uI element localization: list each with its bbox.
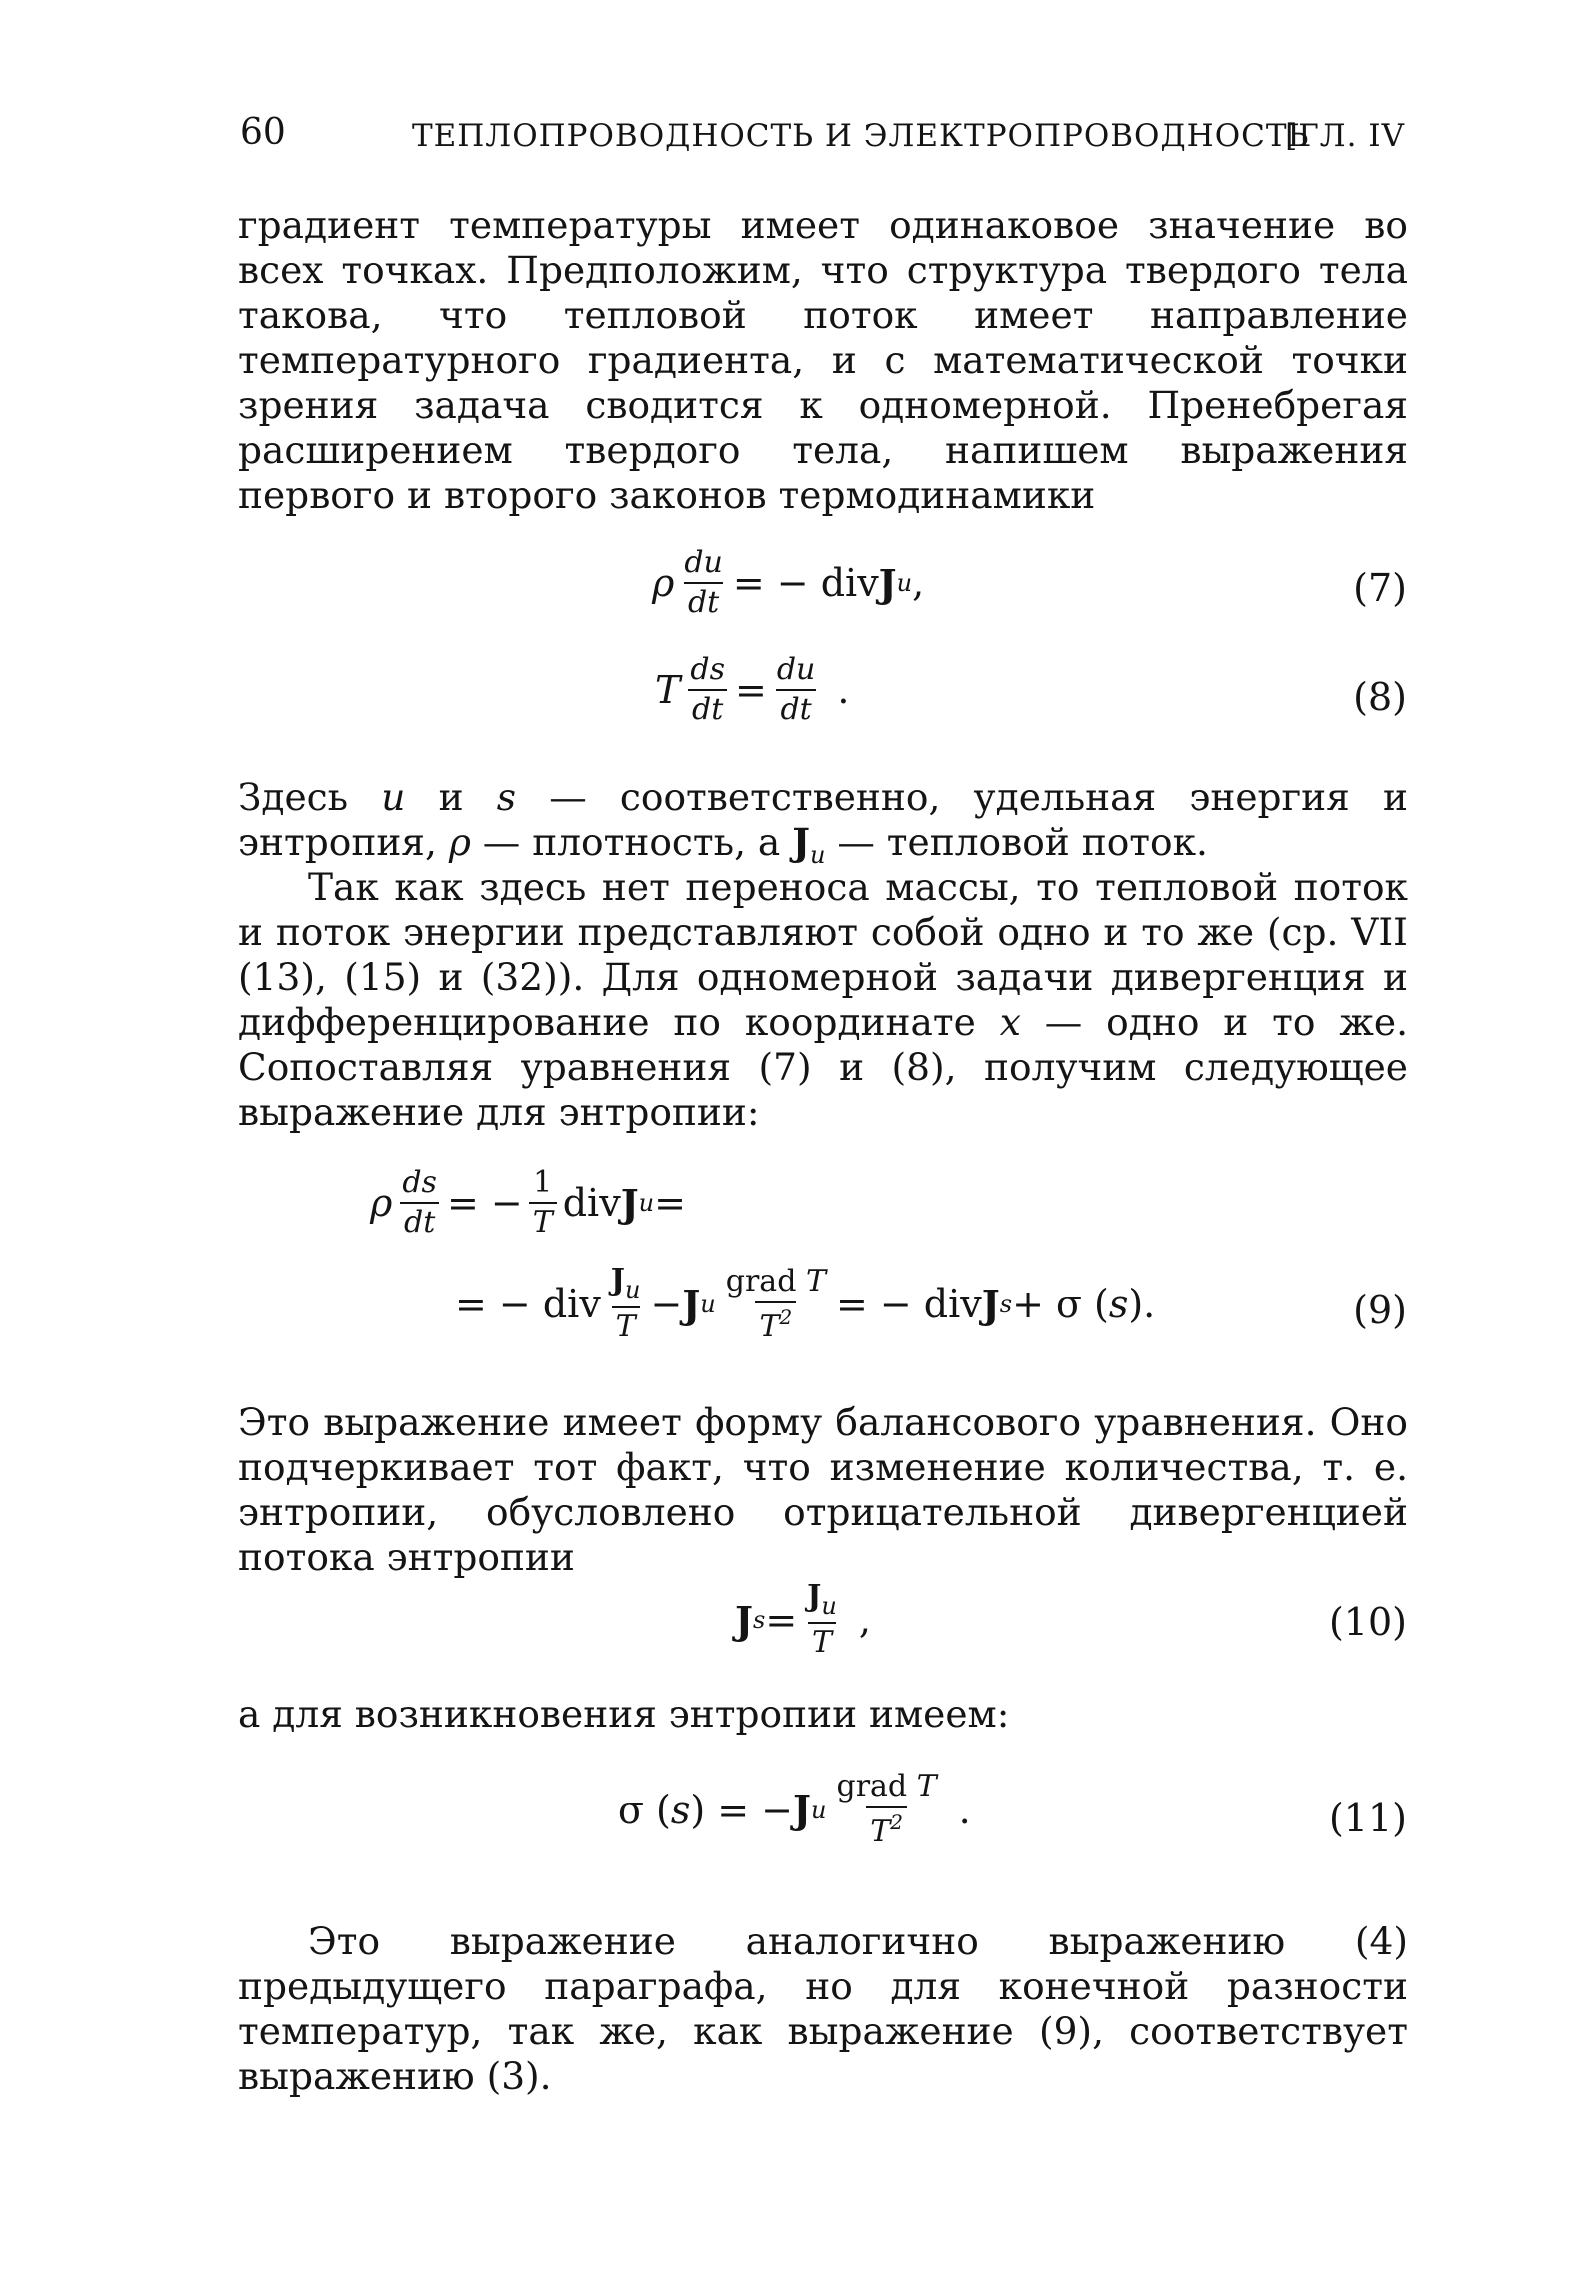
eq9-l2-start: = − div <box>455 1282 601 1326</box>
p2-rho: ρ <box>448 820 471 864</box>
paragraph-entropy-production: а для возникновения энтропии имеем: <box>238 1692 1010 1736</box>
eq9-l2-eq: = − div <box>835 1282 982 1326</box>
eq8-num-left: ds <box>690 652 725 687</box>
eq9-l1-eq: = − <box>446 1181 523 1225</box>
paragraph-balance: Это выражение имеет форму балансового уравнения. Оно подчеркивает тот факт, что изменение количества, т. е. энтропии, обусловлено отрицательной дивергенцией потока энтропии <box>238 1400 1408 1579</box>
eq10-tail: , <box>858 1598 871 1642</box>
eq11-J-sub: u <box>811 1795 827 1824</box>
eq10-fraction <box>803 1579 841 1660</box>
eq8-equals: = <box>734 668 767 712</box>
eq9-l2-J-sub: u <box>700 1290 716 1318</box>
p2-text-3: — соответственно, удельная энергия и энтропия, <box>238 775 1408 864</box>
eq9-l2-Js-sub: s <box>999 1290 1013 1318</box>
eq7-rho: ρ <box>652 561 675 605</box>
eq7-J-sub: u <box>896 569 913 597</box>
eq7-num: du <box>684 545 723 580</box>
equation-10 <box>0 1579 1575 1662</box>
eq9-l1-div: div <box>562 1181 621 1225</box>
eq11-tail: . <box>958 1787 971 1832</box>
eq11-den-T: T <box>870 1814 891 1849</box>
eq9-l2-minus: − <box>650 1282 683 1326</box>
eq8-den-left: dt <box>688 689 727 725</box>
paragraph-definitions <box>238 775 1408 878</box>
eq9-num-Ju <box>607 1263 645 1306</box>
eq11-sigma: σ ( <box>618 1787 671 1832</box>
eq11-J: J <box>793 1787 812 1832</box>
eq9-num-Ju-sub: u <box>625 1276 641 1304</box>
eq9-fraction-JuT <box>607 1263 645 1344</box>
eq9-fraction-1T <box>529 1165 557 1240</box>
p2-J: J <box>792 820 810 864</box>
p3-text-a: Так как здесь нет переноса массы, то тепловой поток и поток энергии представляют собой одно и то же (ср. VII (13), (15) и (32)). Для одномерной задачи дивергенция и дифференцирование по координате <box>238 865 1408 1044</box>
eq10-num-J: J <box>807 1579 822 1614</box>
eq11-number: (11) <box>1328 1796 1407 1840</box>
eq9-Tsq-T: T <box>759 1308 780 1344</box>
eq9-l1-end: = <box>654 1181 686 1225</box>
eq11-grad-word: grad <box>836 1769 917 1804</box>
eq8-T: T <box>655 668 681 712</box>
eq9-den-T2: T <box>612 1306 640 1342</box>
p2-u: u <box>381 775 406 819</box>
eq7-fraction <box>680 545 727 620</box>
p3-x: x <box>999 1000 1021 1044</box>
eq8-num-right: du <box>776 652 816 687</box>
running-title: ТЕПЛОПРОВОДНОСТЬ И ЭЛЕКТРОПРОВОДНОСТЬ <box>412 118 1310 154</box>
eq9-den-dt: dt <box>400 1202 439 1238</box>
eq9-number: (9) <box>1353 1288 1407 1332</box>
eq10-num-sub: u <box>821 1592 837 1620</box>
eq9-rho: ρ <box>370 1181 393 1225</box>
paragraph-intro: градиент температуры имеет одинаковое значение во всех точках. Предположим, что структура твердого тела такова, что тепловой поток имеет направление температурного градиента, и с математической точки зрения задача сводится к одномерной. Пренебрегая расширением твердого тела, напишем выражения первого и второго законов термодинамики <box>238 203 1408 517</box>
eq9-grad-T: T <box>805 1263 826 1299</box>
p2-J-sub: u <box>809 841 826 869</box>
eq9-l2-Js: J <box>981 1281 1000 1327</box>
eq10-num <box>803 1579 841 1622</box>
equation-9-line-1 <box>0 1165 1575 1248</box>
eq11-den-sup: 2 <box>890 1810 903 1834</box>
eq10-number: (10) <box>1328 1600 1407 1644</box>
eq8-den-right: dt <box>776 689 815 725</box>
eq10-equals: = <box>765 1598 798 1642</box>
p2-s: s <box>496 775 517 819</box>
eq9-num-ds: ds <box>402 1165 437 1200</box>
eq9-num-Ju-J: J <box>610 1263 625 1298</box>
running-header <box>240 112 1405 172</box>
eq11-close: ) = − <box>690 1787 794 1832</box>
eq9-l1-J-sub: u <box>638 1189 655 1217</box>
eq7-rhs: = − div <box>732 561 879 605</box>
eq11-grad-T: T <box>916 1769 937 1804</box>
eq9-l2-plus: + σ ( <box>1012 1282 1109 1326</box>
page-number: 60 <box>240 112 286 153</box>
p3-text-b: — одно и то же. Сопоставляя уравнения (7) и (8), получим следующее выражение для энтропии: <box>238 1000 1409 1134</box>
eq8-fraction-left <box>686 652 729 727</box>
eq11-num <box>832 1769 940 1806</box>
paragraph-mass-transfer <box>238 865 1408 1135</box>
equation-7 <box>0 545 1575 628</box>
eq9-num-grad <box>722 1263 830 1301</box>
eq7-J: J <box>878 560 897 606</box>
eq9-grad-word: grad <box>725 1263 806 1299</box>
eq7-number: (7) <box>1353 566 1407 610</box>
eq11-den <box>866 1806 907 1847</box>
eq9-den-T: T <box>529 1202 557 1238</box>
equation-9-line-2 <box>0 1263 1575 1356</box>
eq8-number: (8) <box>1353 675 1407 719</box>
equation-11 <box>0 1769 1575 1862</box>
eq9-l2-s: s <box>1108 1282 1129 1326</box>
p2-text-2: и <box>405 775 497 819</box>
eq7-tail: , <box>912 561 925 605</box>
eq9-fraction-grad <box>722 1263 830 1344</box>
eq8-tail: . <box>837 668 850 712</box>
eq9-num-one: 1 <box>533 1165 553 1200</box>
p2-text-1: Здесь <box>238 775 382 819</box>
eq10-den: T <box>808 1622 836 1658</box>
eq9-fraction-dsdt <box>398 1165 441 1240</box>
eq9-Tsq-sup: 2 <box>779 1304 793 1329</box>
eq8-fraction-right <box>773 652 820 727</box>
eq10-J-sub: s <box>752 1606 766 1634</box>
equation-8 <box>0 652 1575 735</box>
eq11-s: s <box>670 1787 691 1832</box>
eq9-l2-close: ). <box>1128 1282 1156 1326</box>
p2-text-5: — тепловой поток. <box>825 820 1208 864</box>
eq7-den: dt <box>684 582 723 618</box>
eq9-l1-J: J <box>620 1180 639 1226</box>
chapter-label: [ГЛ. IV <box>1285 118 1405 154</box>
p2-text-4: — плотность, а <box>470 820 793 864</box>
eq11-fraction <box>832 1769 940 1849</box>
eq10-J: J <box>735 1597 753 1643</box>
paragraph-conclusion: Это выражение аналогично выражению (4) предыдущего параграфа, но для конечной разности температур, так же, как выражение (9), соответствует выражению (3). <box>238 1919 1408 2098</box>
eq9-l2-J: J <box>682 1281 701 1327</box>
eq9-den-Tsq <box>755 1301 796 1342</box>
